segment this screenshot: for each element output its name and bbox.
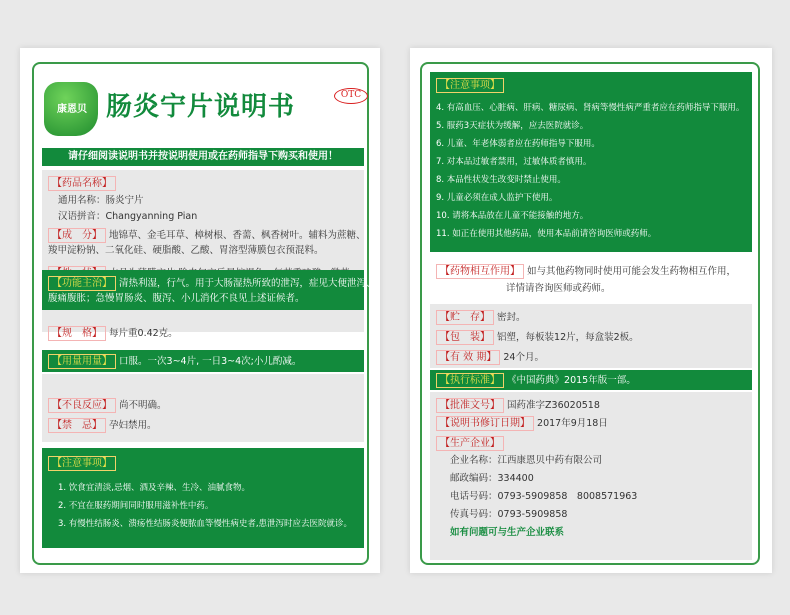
notes-item: 7. 对本品过敏者禁用，过敏体质者慎用。	[436, 157, 592, 167]
notes-item: 5. 服药3天症状为缓解，应去医院就诊。	[436, 121, 589, 131]
revision-label: 【说明书修订日期】	[436, 416, 534, 431]
validity-text: 24个月。	[503, 352, 544, 363]
manufacturer-phone: 电话号码：0793-5909858 8008571963	[450, 491, 638, 502]
section-storage	[430, 304, 752, 368]
validity-label: 【有 效 期】	[436, 350, 500, 365]
adverse-label: 【不良反应】	[48, 398, 116, 413]
storage-text: 密封。	[497, 312, 526, 323]
revision-text: 2017年9月18日	[537, 418, 608, 429]
section-notes-2	[430, 72, 752, 252]
notes-label: 【注意事项】	[436, 78, 504, 93]
manufacturer-fax: 传真号码：0793-5909858	[450, 509, 568, 520]
contra-label: 【禁 忌】	[48, 418, 106, 433]
approval-label: 【批准文号】	[436, 398, 504, 413]
page-frame	[32, 62, 376, 565]
dosage-text: 口服。一次3~4片, 一日3~4次;小儿酌减。	[119, 356, 302, 367]
spec-text: 每片重0.42克。	[109, 328, 178, 339]
indications-text-1: 清热利湿，行气。用于大肠湿热所致的泄泻，症见大便泄泻、	[119, 278, 376, 289]
spec-label: 【规 格】	[48, 326, 106, 341]
indications-text-2: 腹痛腹胀；急慢胃肠炎、腹泻、小儿消化不良见上述证候者。	[48, 293, 305, 304]
notes-item: 8. 本品性状发生改变时禁止使用。	[436, 175, 566, 185]
manufacturer-label: 【生产企业】	[436, 436, 504, 451]
pinyin-value: Changyanning Pian	[105, 211, 198, 222]
adverse-text: 尚不明确。	[119, 400, 167, 411]
ingredients-label: 【成 分】	[48, 228, 106, 243]
interaction-text-1: 如与其他药物同时使用可能会发生药物相互作用，	[527, 266, 737, 277]
notes-item: 4. 有高血压、心脏病、肝病、糖尿病、肾病等慢性病严重者应在药师指导下服用。	[436, 103, 745, 113]
storage-label: 【贮 存】	[436, 310, 494, 325]
manufacturer-name: 企业名称：江西康恩贝中药有限公司	[450, 455, 603, 466]
contra-text: 孕妇禁用。	[109, 420, 157, 431]
generic-name: 肠炎宁片	[105, 195, 144, 206]
approval-text: 国药准字Z36020518	[507, 400, 600, 411]
manufacturer-postcode: 邮政编码：334400	[450, 473, 534, 484]
instruction-page-left	[20, 48, 380, 573]
interaction-text-2: 详情请咨询医师或药师。	[506, 283, 611, 294]
notes-item: 10. 请将本品放在儿童不能接触的地方。	[436, 211, 589, 221]
otc-badge: OTC	[334, 88, 368, 104]
notes-item: 3. 有慢性结肠炎、溃疡性结肠炎便脓血等慢性病史者,患泄泻时应去医院就诊。	[58, 519, 353, 529]
section-notes-1	[42, 448, 364, 548]
warning-banner: 请仔细阅读说明书并按说明使用或在药师指导下购买和使用！	[42, 148, 364, 166]
notes-item: 6. 儿童、年老体弱者应在药师指导下服用。	[436, 139, 600, 149]
instruction-page-right	[410, 48, 772, 573]
notes-label: 【注意事项】	[48, 456, 116, 471]
package-label: 【包 装】	[436, 330, 494, 345]
notes-item: 1. 饮食宜清淡,忌烟、酒及辛辣、生冷、油腻食物。	[58, 483, 251, 493]
dosage-label: 【用量用量】	[48, 354, 116, 369]
brand-logo-text: 康恩贝	[57, 104, 87, 115]
brand-logo	[44, 82, 98, 136]
ingredients-text-2: 羧甲淀粉钠、二氧化硅、硬脂酸、乙酸、胃溶型薄膜包衣预混料。	[48, 245, 324, 256]
package-text: 铝塑，每板装12片，每盒装2板。	[497, 332, 639, 343]
manufacturer-contact: 如有问题可与生产企业联系	[450, 527, 565, 538]
standard-text: 《中国药典》2015年版一部。	[507, 375, 636, 386]
section-indications	[42, 270, 376, 310]
page-title: 肠炎宁片说明书	[106, 92, 296, 122]
section-approval	[430, 392, 752, 560]
indications-label: 【功能主治】	[48, 276, 116, 291]
interaction-label: 【药物相互作用】	[436, 264, 524, 279]
notes-item: 9. 儿童必须在成人监护下使用。	[436, 193, 558, 203]
section-standard	[430, 370, 752, 390]
section-dosage	[42, 350, 364, 372]
drug-name-label: 【药品名称】	[48, 176, 116, 191]
notes-item: 2. 不宜在服药期间同时服用滋补性中药。	[58, 501, 214, 511]
notes-item: 11. 如正在使用其他药品，使用本品前请咨询医师或药师。	[436, 229, 657, 239]
page-frame	[420, 62, 760, 565]
standard-label: 【执行标准】	[436, 373, 504, 388]
ingredients-text-1: 地锦草、金毛耳草、樟树根、香薷、枫香树叶。辅料为蔗糖、	[109, 230, 366, 241]
pinyin-label: 汉语拼音：	[58, 211, 106, 222]
section-adverse	[42, 374, 364, 442]
generic-name-label: 通用名称：	[58, 195, 106, 206]
